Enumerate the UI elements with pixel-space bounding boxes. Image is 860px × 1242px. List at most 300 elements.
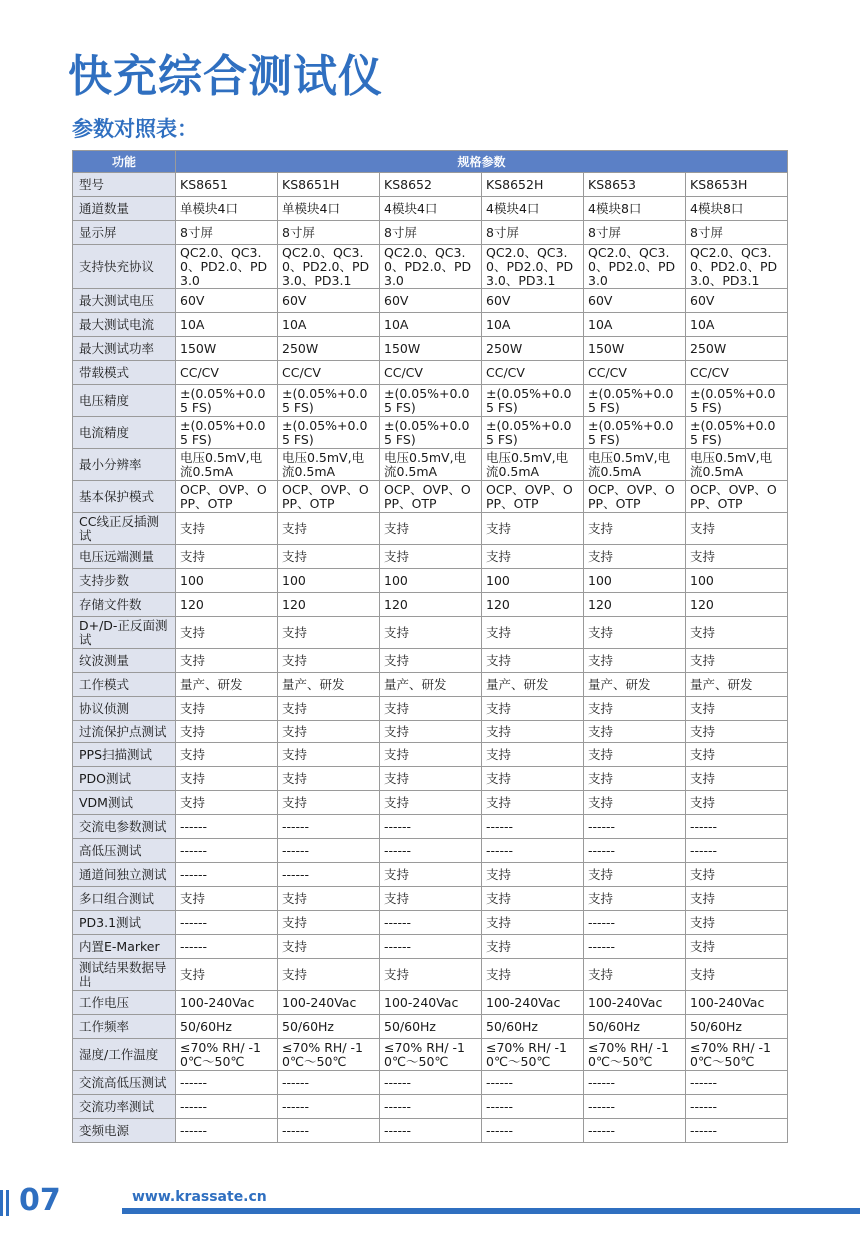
cell-value: ------ [686, 1095, 788, 1119]
cell-value: 8寸屏 [686, 221, 788, 245]
row-label: 通道间独立测试 [73, 863, 176, 887]
row-label: 最大测试电流 [73, 313, 176, 337]
table-row [73, 361, 788, 385]
cell-value: 支持 [278, 767, 380, 791]
cell-value: 单模块4口 [176, 197, 278, 221]
row-label: CC线正反插测试 [73, 513, 176, 545]
cell-value: 支持 [686, 935, 788, 959]
table-row [73, 245, 788, 289]
cell-value: 电压0.5mV,电流0.5mA [278, 449, 380, 481]
cell-value: 50/60Hz [686, 1015, 788, 1039]
cell-value: 支持 [482, 791, 584, 815]
page-stripes-decoration [0, 1190, 9, 1216]
table-row [73, 593, 788, 617]
table-row [73, 697, 788, 721]
table-row [73, 911, 788, 935]
cell-value: 支持 [278, 617, 380, 649]
cell-value: 量产、研发 [176, 673, 278, 697]
cell-value: ±(0.05%+0.05 FS) [176, 417, 278, 449]
cell-value: 100 [482, 569, 584, 593]
cell-value: 支持 [584, 721, 686, 743]
cell-value: KS8652H [482, 173, 584, 197]
cell-value: ------ [584, 815, 686, 839]
cell-value: 支持 [380, 721, 482, 743]
cell-value: 支持 [584, 959, 686, 991]
row-label: 交流电参数测试 [73, 815, 176, 839]
cell-value: 支持 [380, 697, 482, 721]
cell-value: QC2.0、QC3.0、PD2.0、PD3.0 [380, 245, 482, 289]
cell-value: QC2.0、QC3.0、PD2.0、PD3.0 [176, 245, 278, 289]
cell-value: 量产、研发 [584, 673, 686, 697]
cell-value: 支持 [482, 649, 584, 673]
table-row [73, 1095, 788, 1119]
header-feature: 功能 [73, 151, 176, 173]
table-row [73, 991, 788, 1015]
table-row [73, 545, 788, 569]
spec-table-body [73, 173, 788, 1143]
cell-value: 支持 [584, 863, 686, 887]
cell-value: ------ [176, 1071, 278, 1095]
cell-value: 支持 [380, 791, 482, 815]
cell-value: 支持 [686, 743, 788, 767]
cell-value: 150W [380, 337, 482, 361]
header-specs: 规格参数 [176, 151, 788, 173]
cell-value: OCP、OVP、OPP、OTP [482, 481, 584, 513]
cell-value: 250W [278, 337, 380, 361]
cell-value: 8寸屏 [482, 221, 584, 245]
table-row [73, 481, 788, 513]
cell-value: 250W [482, 337, 584, 361]
row-label: 显示屏 [73, 221, 176, 245]
row-label: 电压远端测量 [73, 545, 176, 569]
table-row [73, 767, 788, 791]
cell-value: 支持 [584, 767, 686, 791]
cell-value: 支持 [584, 545, 686, 569]
cell-value: ------ [176, 1119, 278, 1143]
cell-value: ±(0.05%+0.05 FS) [686, 417, 788, 449]
cell-value: 支持 [380, 887, 482, 911]
cell-value: 100 [380, 569, 482, 593]
cell-value: 50/60Hz [584, 1015, 686, 1039]
table-row [73, 569, 788, 593]
row-label: 基本保护模式 [73, 481, 176, 513]
cell-value: ±(0.05%+0.05 FS) [278, 417, 380, 449]
row-label: 湿度/工作温度 [73, 1039, 176, 1071]
row-label: 协议侦测 [73, 697, 176, 721]
cell-value: 支持 [482, 887, 584, 911]
cell-value: 支持 [176, 697, 278, 721]
cell-value: 支持 [176, 721, 278, 743]
cell-value: 支持 [482, 767, 584, 791]
cell-value: 100-240Vac [176, 991, 278, 1015]
row-label: 通道数量 [73, 197, 176, 221]
cell-value: ------ [482, 839, 584, 863]
cell-value: ≤70% RH/ -10℃～50℃ [176, 1039, 278, 1071]
row-label: 最大测试电压 [73, 289, 176, 313]
row-label: 过流保护点测试 [73, 721, 176, 743]
cell-value: 4模块8口 [584, 197, 686, 221]
table-row [73, 743, 788, 767]
cell-value: 60V [278, 289, 380, 313]
cell-value: ------ [176, 935, 278, 959]
cell-value: OCP、OVP、OPP、OTP [176, 481, 278, 513]
table-row [73, 385, 788, 417]
row-label: 多口组合测试 [73, 887, 176, 911]
cell-value: QC2.0、QC3.0、PD2.0、PD3.0、PD3.1 [482, 245, 584, 289]
cell-value: ------ [686, 1119, 788, 1143]
cell-value: 支持 [278, 513, 380, 545]
cell-value: 60V [482, 289, 584, 313]
row-label: D+/D-正反面测试 [73, 617, 176, 649]
row-label: 支持步数 [73, 569, 176, 593]
cell-value: 支持 [278, 935, 380, 959]
cell-value: ±(0.05%+0.05 FS) [482, 417, 584, 449]
row-label: 纹波测量 [73, 649, 176, 673]
row-label: 电压精度 [73, 385, 176, 417]
cell-value: KS8653 [584, 173, 686, 197]
page-title: 快充综合测试仪 [68, 51, 383, 102]
cell-value: CC/CV [176, 361, 278, 385]
row-label: 交流高低压测试 [73, 1071, 176, 1095]
cell-value: 4模块8口 [686, 197, 788, 221]
cell-value: 120 [482, 593, 584, 617]
table-row [73, 839, 788, 863]
table-row [73, 1039, 788, 1071]
cell-value: 电压0.5mV,电流0.5mA [584, 449, 686, 481]
cell-value: 10A [176, 313, 278, 337]
cell-value: 120 [584, 593, 686, 617]
cell-value: CC/CV [380, 361, 482, 385]
cell-value: QC2.0、QC3.0、PD2.0、PD3.0、PD3.1 [278, 245, 380, 289]
table-row [73, 617, 788, 649]
cell-value: ≤70% RH/ -10℃～50℃ [584, 1039, 686, 1071]
cell-value: 支持 [584, 743, 686, 767]
cell-value: KS8651 [176, 173, 278, 197]
cell-value: ------ [482, 1071, 584, 1095]
cell-value: ------ [278, 1119, 380, 1143]
cell-value: OCP、OVP、OPP、OTP [584, 481, 686, 513]
cell-value: ±(0.05%+0.05 FS) [686, 385, 788, 417]
cell-value: 支持 [278, 697, 380, 721]
spec-table [72, 150, 788, 1143]
cell-value: 支持 [686, 959, 788, 991]
cell-value: ------ [278, 863, 380, 887]
table-row [73, 1015, 788, 1039]
row-label: 工作模式 [73, 673, 176, 697]
table-header-row [73, 151, 788, 173]
cell-value: 支持 [176, 959, 278, 991]
cell-value: 电压0.5mV,电流0.5mA [176, 449, 278, 481]
cell-value: 120 [176, 593, 278, 617]
cell-value: KS8651H [278, 173, 380, 197]
website-url: www.krassate.cn [132, 1189, 267, 1205]
row-label: 内置E-Marker [73, 935, 176, 959]
cell-value: 支持 [176, 791, 278, 815]
cell-value: 60V [686, 289, 788, 313]
cell-value: ±(0.05%+0.05 FS) [584, 385, 686, 417]
cell-value: 量产、研发 [482, 673, 584, 697]
cell-value: 120 [686, 593, 788, 617]
cell-value: 50/60Hz [380, 1015, 482, 1039]
cell-value: 支持 [482, 545, 584, 569]
cell-value: CC/CV [686, 361, 788, 385]
cell-value: ------ [380, 935, 482, 959]
cell-value: 60V [584, 289, 686, 313]
cell-value: ------ [278, 815, 380, 839]
cell-value: CC/CV [278, 361, 380, 385]
cell-value: ≤70% RH/ -10℃～50℃ [380, 1039, 482, 1071]
cell-value: 50/60Hz [176, 1015, 278, 1039]
cell-value: 支持 [482, 743, 584, 767]
cell-value: 支持 [380, 513, 482, 545]
cell-value: ------ [584, 1095, 686, 1119]
row-label: VDM测试 [73, 791, 176, 815]
cell-value: ------ [584, 911, 686, 935]
table-row [73, 313, 788, 337]
row-label: 工作电压 [73, 991, 176, 1015]
table-row [73, 221, 788, 245]
cell-value: 120 [278, 593, 380, 617]
cell-value: OCP、OVP、OPP、OTP [278, 481, 380, 513]
cell-value: 100 [686, 569, 788, 593]
cell-value: 8寸屏 [176, 221, 278, 245]
table-row [73, 935, 788, 959]
cell-value: 量产、研发 [278, 673, 380, 697]
cell-value: 8寸屏 [278, 221, 380, 245]
cell-value: 支持 [482, 911, 584, 935]
table-row [73, 449, 788, 481]
cell-value: 支持 [686, 513, 788, 545]
table-row [73, 721, 788, 743]
cell-value: 支持 [482, 513, 584, 545]
cell-value: OCP、OVP、OPP、OTP [380, 481, 482, 513]
cell-value: ------ [686, 1071, 788, 1095]
cell-value: 支持 [584, 887, 686, 911]
cell-value: 支持 [176, 617, 278, 649]
cell-value: ------ [584, 1071, 686, 1095]
cell-value: 支持 [584, 697, 686, 721]
cell-value: 支持 [482, 697, 584, 721]
cell-value: 10A [380, 313, 482, 337]
row-label: PPS扫描测试 [73, 743, 176, 767]
cell-value: 8寸屏 [584, 221, 686, 245]
cell-value: ±(0.05%+0.05 FS) [380, 417, 482, 449]
table-row [73, 791, 788, 815]
section-title: 参数对照表： [72, 117, 198, 141]
cell-value: 60V [380, 289, 482, 313]
cell-value: 支持 [686, 617, 788, 649]
cell-value: 支持 [686, 545, 788, 569]
table-row [73, 337, 788, 361]
cell-value: 支持 [380, 545, 482, 569]
cell-value: ------ [176, 815, 278, 839]
cell-value: ------ [380, 1095, 482, 1119]
cell-value: 电压0.5mV,电流0.5mA [686, 449, 788, 481]
table-row [73, 959, 788, 991]
row-label: PD3.1测试 [73, 911, 176, 935]
cell-value: 量产、研发 [380, 673, 482, 697]
cell-value: 电压0.5mV,电流0.5mA [380, 449, 482, 481]
cell-value: 100-240Vac [380, 991, 482, 1015]
table-row [73, 673, 788, 697]
cell-value: ------ [380, 1119, 482, 1143]
cell-value: ±(0.05%+0.05 FS) [278, 385, 380, 417]
row-label: 支持快充协议 [73, 245, 176, 289]
cell-value: ------ [176, 839, 278, 863]
cell-value: ------ [686, 839, 788, 863]
cell-value: ------ [176, 863, 278, 887]
cell-value: QC2.0、QC3.0、PD2.0、PD3.0、PD3.1 [686, 245, 788, 289]
cell-value: ±(0.05%+0.05 FS) [584, 417, 686, 449]
cell-value: 支持 [686, 697, 788, 721]
cell-value: ------ [584, 839, 686, 863]
cell-value: 电压0.5mV,电流0.5mA [482, 449, 584, 481]
row-label: 型号 [73, 173, 176, 197]
cell-value: 支持 [278, 911, 380, 935]
row-label: 变频电源 [73, 1119, 176, 1143]
cell-value: KS8652 [380, 173, 482, 197]
cell-value: 支持 [278, 721, 380, 743]
cell-value: 支持 [380, 743, 482, 767]
cell-value: 100-240Vac [482, 991, 584, 1015]
cell-value: 支持 [278, 743, 380, 767]
cell-value: CC/CV [584, 361, 686, 385]
row-label: 带载模式 [73, 361, 176, 385]
cell-value: KS8653H [686, 173, 788, 197]
cell-value: ------ [380, 839, 482, 863]
table-row [73, 649, 788, 673]
cell-value: 支持 [686, 887, 788, 911]
cell-value: 支持 [278, 791, 380, 815]
cell-value: 10A [278, 313, 380, 337]
table-row [73, 815, 788, 839]
table-row [73, 887, 788, 911]
cell-value: 支持 [686, 791, 788, 815]
cell-value: ≤70% RH/ -10℃～50℃ [686, 1039, 788, 1071]
cell-value: 支持 [686, 721, 788, 743]
cell-value: 50/60Hz [482, 1015, 584, 1039]
cell-value: QC2.0、QC3.0、PD2.0、PD3.0 [584, 245, 686, 289]
cell-value: OCP、OVP、OPP、OTP [686, 481, 788, 513]
cell-value: 100 [584, 569, 686, 593]
cell-value: 支持 [380, 863, 482, 887]
cell-value: 10A [584, 313, 686, 337]
cell-value: ------ [584, 1119, 686, 1143]
cell-value: 10A [686, 313, 788, 337]
cell-value: ------ [482, 815, 584, 839]
cell-value: 支持 [176, 513, 278, 545]
cell-value: ------ [380, 815, 482, 839]
cell-value: 支持 [380, 767, 482, 791]
cell-value: ------ [584, 935, 686, 959]
row-label: 最小分辨率 [73, 449, 176, 481]
cell-value: 100-240Vac [584, 991, 686, 1015]
cell-value: 支持 [584, 791, 686, 815]
cell-value: 150W [176, 337, 278, 361]
cell-value: 支持 [584, 513, 686, 545]
row-label: 测试结果数据导出 [73, 959, 176, 991]
table-row [73, 197, 788, 221]
row-label: 存储文件数 [73, 593, 176, 617]
row-label: 高低压测试 [73, 839, 176, 863]
cell-value: 支持 [176, 649, 278, 673]
cell-value: 100-240Vac [278, 991, 380, 1015]
cell-value: 支持 [482, 959, 584, 991]
cell-value: ------ [482, 1119, 584, 1143]
cell-value: ------ [176, 911, 278, 935]
cell-value: 支持 [380, 649, 482, 673]
cell-value: 4模块4口 [380, 197, 482, 221]
cell-value: 支持 [686, 649, 788, 673]
row-label: 工作频率 [73, 1015, 176, 1039]
table-row [73, 289, 788, 313]
cell-value: ≤70% RH/ -10℃～50℃ [482, 1039, 584, 1071]
cell-value: 支持 [176, 887, 278, 911]
cell-value: 150W [584, 337, 686, 361]
cell-value: 支持 [482, 617, 584, 649]
cell-value: 100-240Vac [686, 991, 788, 1015]
cell-value: 支持 [482, 721, 584, 743]
cell-value: ≤70% RH/ -10℃～50℃ [278, 1039, 380, 1071]
cell-value: ------ [380, 1071, 482, 1095]
cell-value: 支持 [482, 863, 584, 887]
cell-value: ------ [278, 839, 380, 863]
cell-value: 支持 [278, 959, 380, 991]
cell-value: ±(0.05%+0.05 FS) [176, 385, 278, 417]
cell-value: ------ [176, 1095, 278, 1119]
row-label: 交流功率测试 [73, 1095, 176, 1119]
page-number: 07 [19, 1183, 61, 1218]
cell-value: 支持 [380, 617, 482, 649]
cell-value: 量产、研发 [686, 673, 788, 697]
row-label: 最大测试功率 [73, 337, 176, 361]
cell-value: ------ [686, 815, 788, 839]
cell-value: CC/CV [482, 361, 584, 385]
cell-value: 支持 [278, 649, 380, 673]
cell-value: ------ [278, 1071, 380, 1095]
cell-value: 支持 [176, 743, 278, 767]
row-label: 电流精度 [73, 417, 176, 449]
table-row [73, 863, 788, 887]
cell-value: 支持 [686, 767, 788, 791]
cell-value: ------ [278, 1095, 380, 1119]
cell-value: 单模块4口 [278, 197, 380, 221]
cell-value: 50/60Hz [278, 1015, 380, 1039]
table-row [73, 1119, 788, 1143]
cell-value: 支持 [482, 935, 584, 959]
cell-value: 支持 [686, 863, 788, 887]
cell-value: 100 [278, 569, 380, 593]
cell-value: 120 [380, 593, 482, 617]
cell-value: 100 [176, 569, 278, 593]
cell-value: 支持 [278, 545, 380, 569]
cell-value: ------ [482, 1095, 584, 1119]
cell-value: 支持 [176, 545, 278, 569]
cell-value: 60V [176, 289, 278, 313]
cell-value: 支持 [584, 617, 686, 649]
cell-value: 支持 [380, 959, 482, 991]
cell-value: 4模块4口 [482, 197, 584, 221]
cell-value: ±(0.05%+0.05 FS) [482, 385, 584, 417]
table-row [73, 513, 788, 545]
cell-value: 250W [686, 337, 788, 361]
cell-value: 支持 [278, 887, 380, 911]
cell-value: ------ [380, 911, 482, 935]
cell-value: 支持 [686, 911, 788, 935]
table-row [73, 173, 788, 197]
table-row [73, 1071, 788, 1095]
table-row [73, 417, 788, 449]
